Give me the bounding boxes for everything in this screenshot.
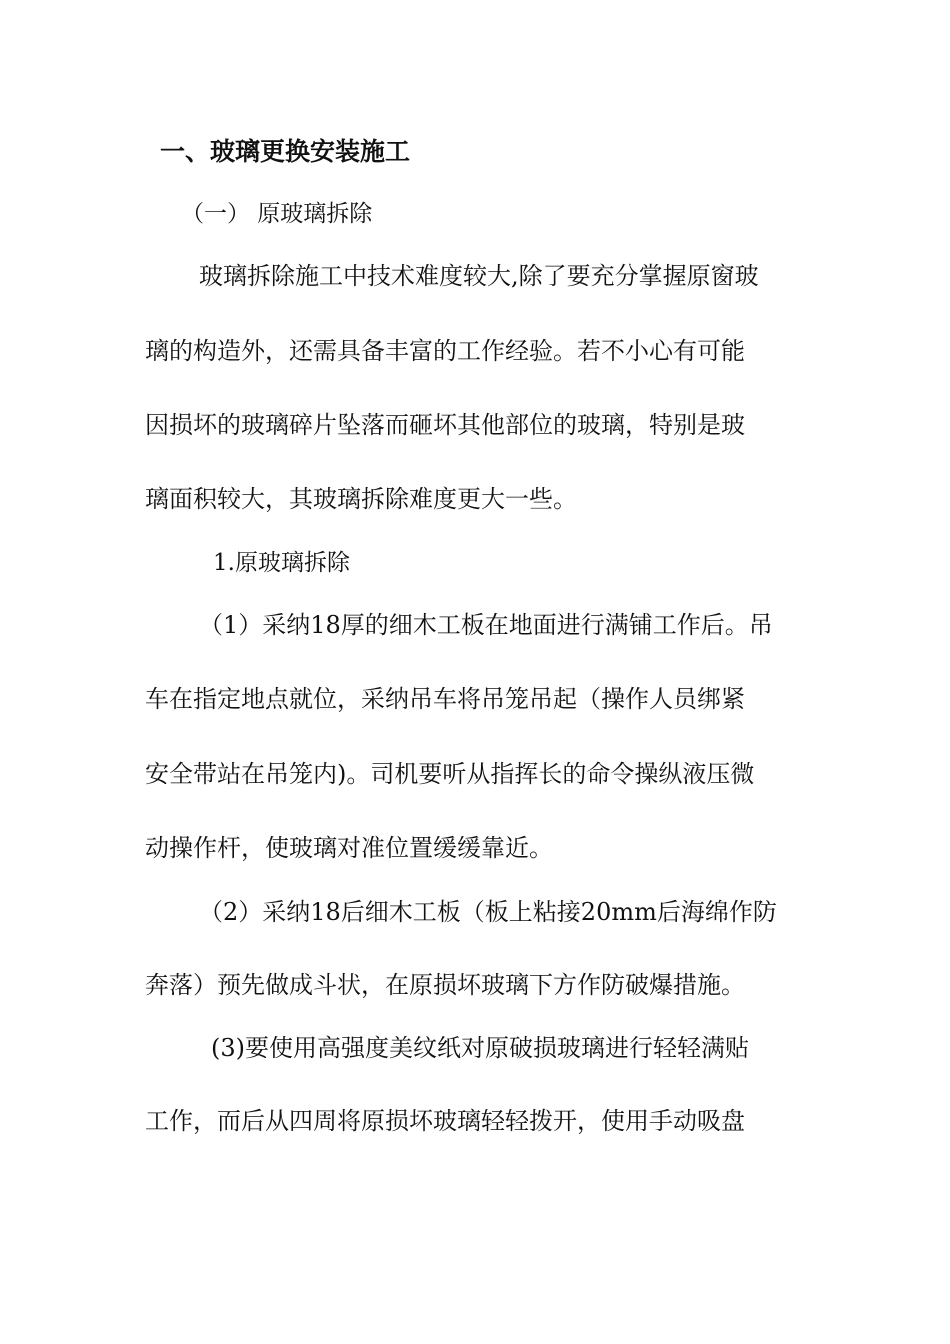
paragraph-line: 工作，而后从四周将原损坏玻璃轻轻拨开，使用手动吸盘 xyxy=(145,1107,745,1135)
section-heading: 一、玻璃更换安装施工 xyxy=(160,137,411,166)
paragraph-line: 玻璃拆除施工中技术难度较大,除了要充分掌握原窗玻 xyxy=(199,262,759,290)
paragraph-line: 奔落）预先做成斗状，在原损坏玻璃下方作防破爆措施。 xyxy=(145,971,745,999)
paragraph-line: （1）采纳18厚的细木工板在地面进行满铺工作后。吊 xyxy=(199,611,773,639)
paragraph-line: （2）采纳18后细木工板（板上粘接20mm后海绵作防 xyxy=(199,898,777,926)
numbered-subtitle: 1.原玻璃拆除 xyxy=(213,550,350,576)
paragraph-line: 因损坏的玻璃碎片坠落而砸坏其他部位的玻璃，特别是玻 xyxy=(145,411,745,439)
paragraph-line: 璃的构造外，还需具备丰富的工作经验。若不小心有可能 xyxy=(145,337,745,365)
paragraph-line: 车在指定地点就位，采纳吊车将吊笼吊起（操作人员绑紧 xyxy=(145,685,745,713)
paragraph-line: (3)要使用高强度美纹纸对原破损玻璃进行轻轻满贴 xyxy=(211,1034,749,1062)
paragraph-line: 璃面积较大，其玻璃拆除难度更大一些。 xyxy=(145,485,577,513)
paragraph-line: 动操作杆，使玻璃对准位置缓缓靠近。 xyxy=(145,834,553,862)
subsection-title: （一） 原玻璃拆除 xyxy=(181,201,373,227)
paragraph-line: 安全带站在吊笼内)。司机要听从指挥长的命令操纵液压微 xyxy=(145,760,755,788)
